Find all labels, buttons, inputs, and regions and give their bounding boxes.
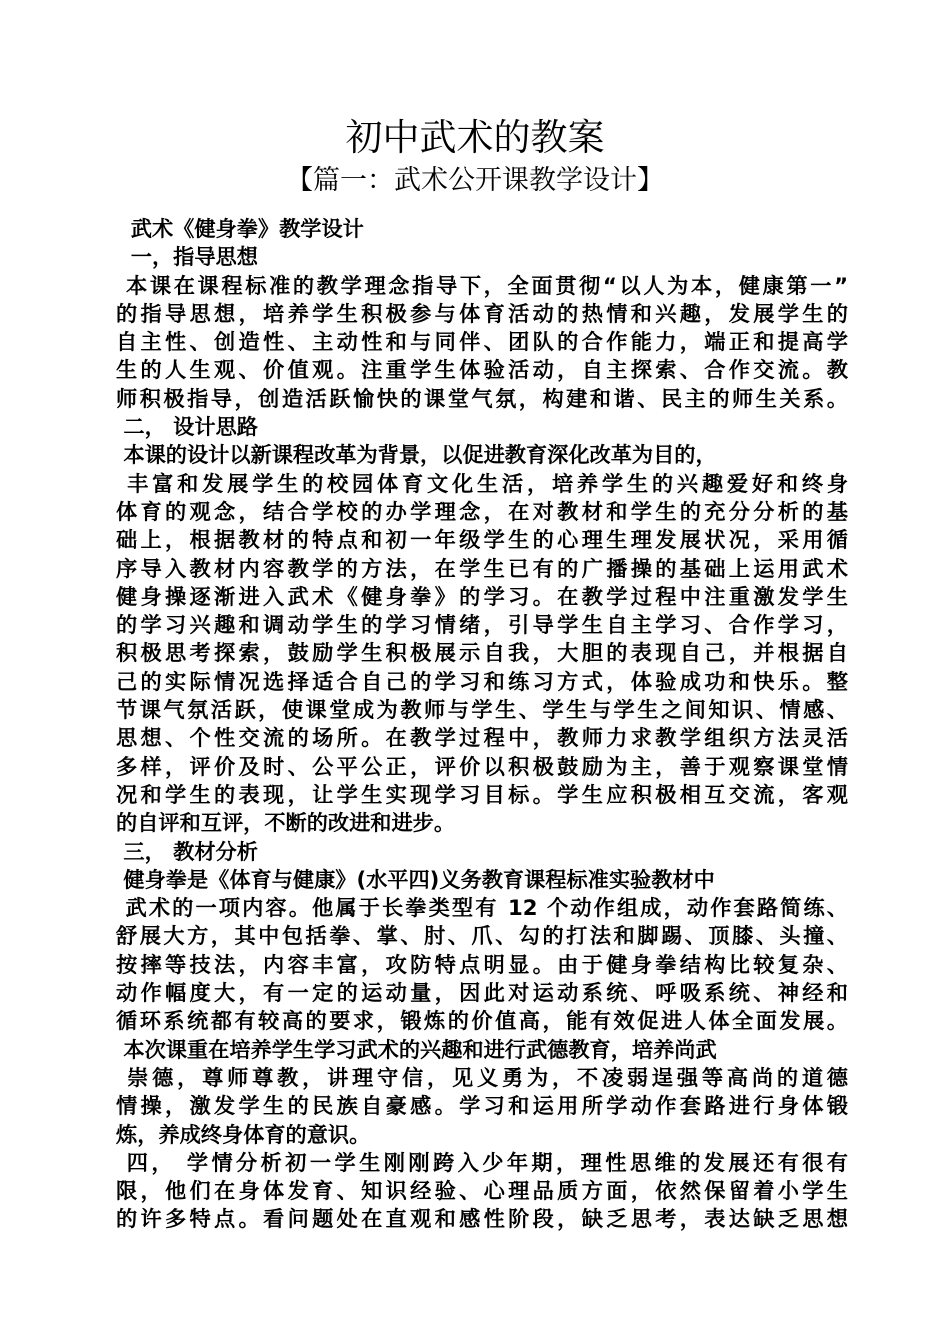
body-line: 况和学生的表现，让学生实现学习目标。学生应积极相互交流，客观 bbox=[116, 781, 848, 807]
body-line: 健身操逐渐进入武术《健身拳》的学习。在教学过程中注重激发学生 bbox=[116, 583, 848, 609]
document-body bbox=[116, 215, 848, 1234]
body-line: 武术《健身拳》教学设计 bbox=[116, 216, 364, 241]
body-line: 节课气氛活跃，使课堂成为教师与学生、学生与学生之间知识、情感、 bbox=[116, 697, 848, 723]
body-line: 动作幅度大，有一定的运动量，因此对运动系统、呼吸系统、神经和 bbox=[116, 980, 848, 1006]
body-line: 循环系统都有较高的要求，锻炼的价值高，能有效促进人体全面发展。 bbox=[116, 1008, 848, 1034]
body-line: 积极思考探索，鼓励学生积极展示自我，大胆的表现自己，并根据自 bbox=[116, 640, 848, 666]
body-line: 丰富和发展学生的校园体育文化生活，培养学生的兴趣爱好和终身 bbox=[116, 470, 848, 496]
body-line: 一，指导思想 bbox=[116, 244, 258, 270]
body-line: 思想、个性交流的场所。在教学过程中，教师力求教学组织方法灵活 bbox=[116, 725, 848, 751]
body-line: 本课在课程标准的教学理念指导下，全面贯彻“以人为本，健康第一” bbox=[116, 272, 848, 298]
body-line: 三， 教材分析 bbox=[116, 838, 258, 864]
body-line: 序导入教材内容教学的方法，在学生已有的广播操的基础上运用武术 bbox=[116, 555, 848, 581]
body-line: 本课的设计以新课程改革为背景，以促进教育深化改革为目的， bbox=[116, 442, 717, 468]
body-line: 的指导思想，培养学生积极参与体育活动的热情和兴趣，发展学生的 bbox=[116, 300, 848, 326]
body-line: 的学习兴趣和调动学生的学习情绪，引导学生自主学习、合作学习， bbox=[116, 612, 848, 638]
body-line: 武术的一项内容。他属于长拳类型有 12 个动作组成，动作套路简练、 bbox=[116, 895, 848, 921]
body-line: 崇德，尊师尊教，讲理守信，见义勇为，不凌弱逞强等高尚的道德 bbox=[116, 1064, 848, 1090]
body-line: 情操，激发学生的民族自豪感。学习和运用所学动作套路进行身体锻 bbox=[116, 1093, 848, 1119]
body-line: 自主性、创造性、主动性和与同伴、团队的合作能力，端正和提高学 bbox=[116, 329, 848, 355]
body-line: 师积极指导，创造活跃愉快的课堂气氛，构建和谐、民主的师生关系。 bbox=[116, 385, 848, 411]
body-line: 舒展大方，其中包括拳、掌、肘、爪、勾的打法和脚踢、顶膝、头撞、 bbox=[116, 923, 848, 949]
document-title: 初中武术的教案 bbox=[345, 116, 605, 159]
body-line: 二， 设计思路 bbox=[116, 414, 258, 440]
document-subtitle: 【篇一：武术公开课教学设计】 bbox=[286, 165, 664, 196]
body-line: 的自评和互评，不断的改进和进步。 bbox=[116, 810, 456, 836]
body-line: 生的人生观、价值观。注重学生体验活动，自主探索、合作交流。教 bbox=[116, 357, 848, 383]
body-line: 体育的观念，结合学校的办学理念，在对教材和学生的充分分析的基 bbox=[116, 498, 848, 524]
body-line: 多样，评价及时、公平公正，评价以积极鼓励为主，善于观察课堂情 bbox=[116, 753, 848, 779]
body-line: 础上，根据教材的特点和初一年级学生的心理生理发展状况，采用循 bbox=[116, 527, 848, 553]
body-line: 四， 学情分析初一学生刚刚跨入少年期，理性思维的发展还有很有 bbox=[116, 1149, 848, 1175]
body-line: 炼，养成终身体育的意识。 bbox=[116, 1121, 371, 1147]
body-line: 己的实际情况选择适合自己的学习和练习方式，体验成功和快乐。整 bbox=[116, 668, 848, 694]
body-line: 健身拳是《体育与健康》(水平四)义务教育课程标准实验教材中 bbox=[116, 866, 715, 892]
body-line: 限，他们在身体发育、知识经验、心理品质方面，依然保留着小学生 bbox=[116, 1178, 848, 1204]
body-line: 的许多特点。看问题处在直观和感性阶段，缺乏思考，表达缺乏思想 bbox=[116, 1206, 848, 1232]
body-line: 本次课重在培养学生学习武术的兴趣和进行武德教育，培养尚武 bbox=[116, 1036, 717, 1062]
body-line: 按摔等技法，内容丰富，攻防特点明显。由于健身拳结构比较复杂、 bbox=[116, 951, 848, 977]
